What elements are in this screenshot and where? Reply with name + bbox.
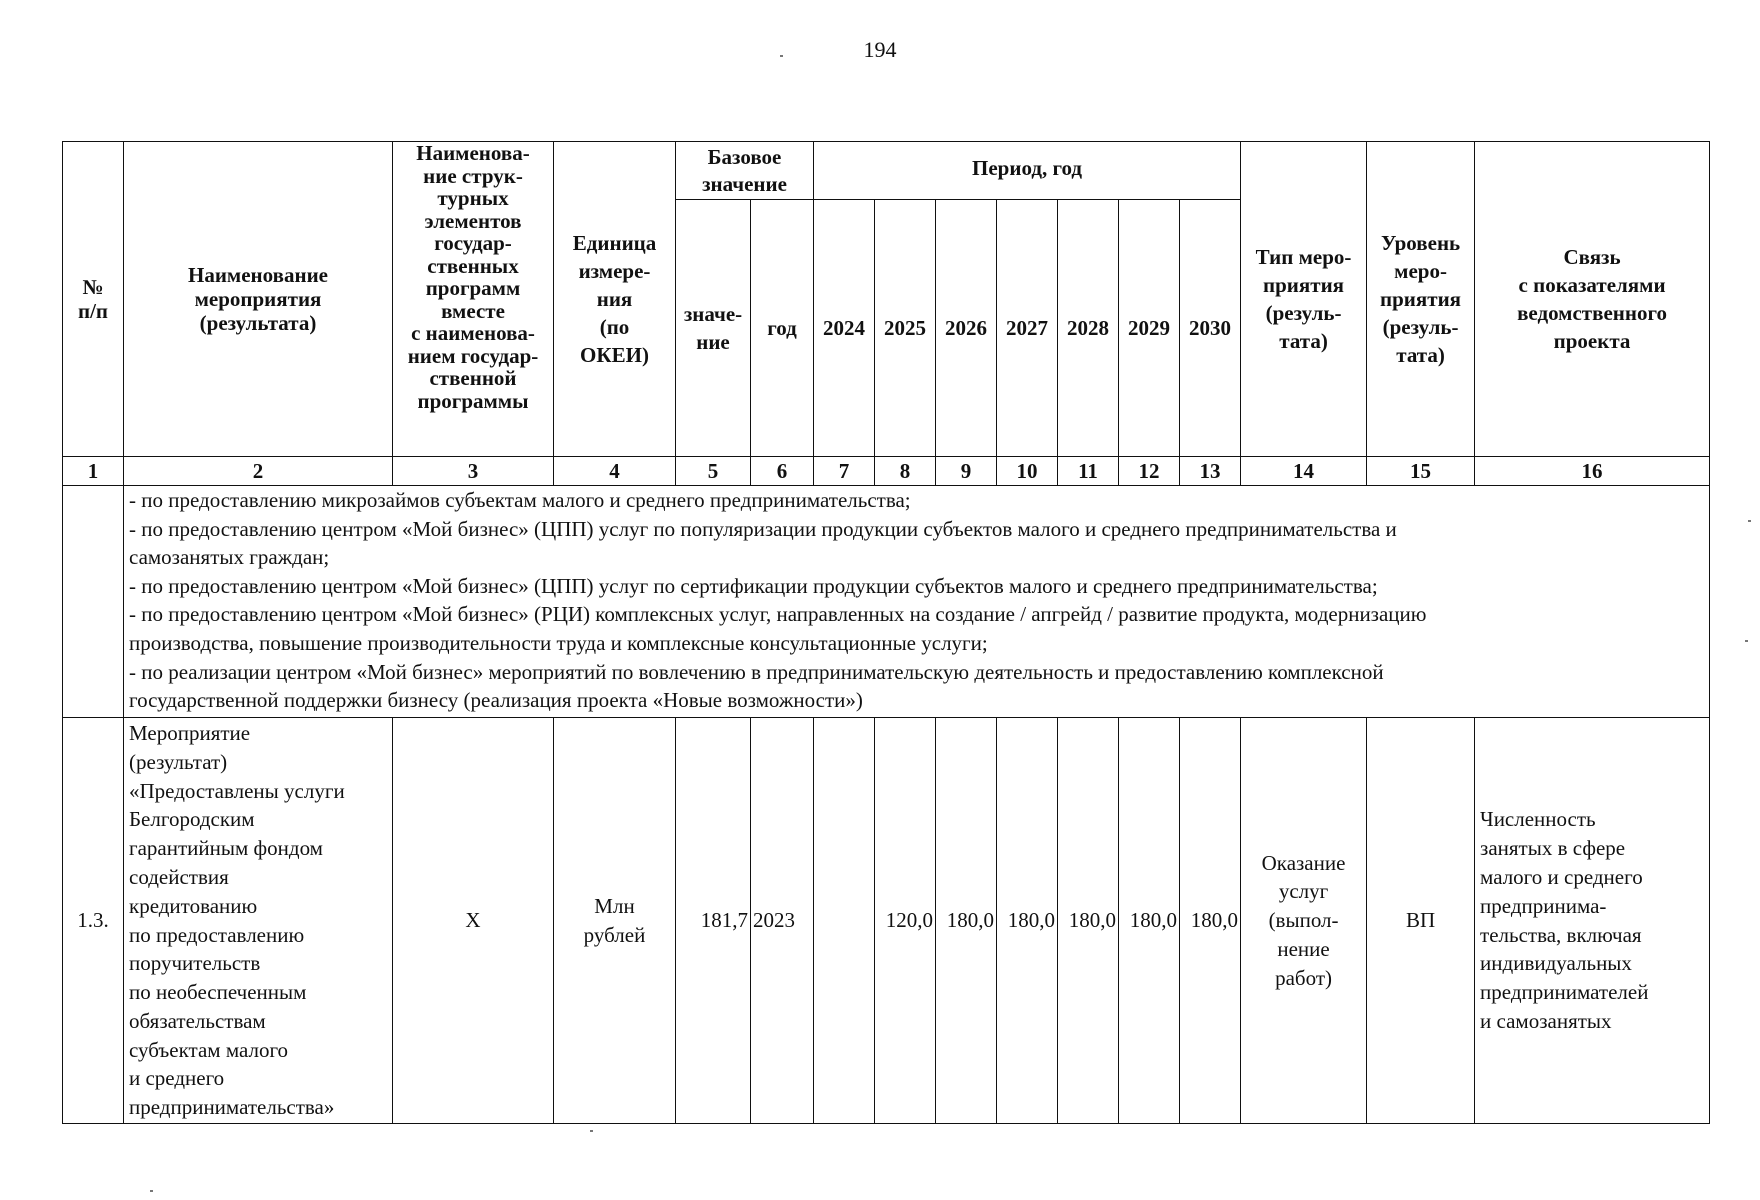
column-number: 3 [393,457,554,486]
row-value-2027: 180,0 [997,718,1058,1124]
row-value-2024 [814,718,875,1124]
measures-table [62,141,1710,1124]
header-base-value-group: Базовое значение [676,142,814,200]
header-year-2025: 2025 [875,200,936,457]
scan-speck [780,55,783,57]
header-project-link: Связь с показателями ведомственного проекта [1475,142,1710,457]
column-number: 7 [814,457,875,486]
description-row [63,486,1710,718]
description-line: - по предоставлению центром «Мой бизнес» (ЦПП) услуг по популяризации продукции субъектов малого и среднего предпринимательства и [129,516,1397,541]
header-base-year: год [751,200,814,457]
description-line: государственной поддержки бизнесу (реализация проекта «Новые возможности») [129,688,863,713]
row-base-value: 181,7 [676,718,751,1124]
header-year-2030: 2030 [1180,200,1241,457]
column-number: 15 [1367,457,1475,486]
header-measure-name: Наименование мероприятия (результата) [124,142,393,457]
row-number: 1.3. [63,718,124,1124]
column-number: 1 [63,457,124,486]
row-project-link: Численность занятых в сфере малого и среднего предпринима- тельства, включая индивидуальных предпринимателей и самозанятых [1475,718,1710,1124]
row-value-2025: 120,0 [875,718,936,1124]
header-number: № п/п [63,142,124,457]
scan-speck [1748,520,1751,522]
description-line: - по предоставлению центром «Мой бизнес» (ЦПП) услуг по сертификации продукции субъектов малого и среднего предпринимательства; [129,573,1378,598]
header-unit: Единица измере- ния (по ОКЕИ) [554,142,676,457]
header-period-group: Период, год [814,142,1241,200]
column-number: 8 [875,457,936,486]
description-empty-cell [63,486,124,718]
header-year-2024: 2024 [814,200,875,457]
column-number: 13 [1180,457,1241,486]
row-measure-name: Мероприятие (результат) «Предоставлены услуги Белгородским гарантийным фондом содействия кредитованию по предоставлению поручительств по необеспеченным обязательствам субъектам малого и среднего предпринимательства» [124,718,393,1124]
description-line: производства, повышение производительности труда и комплексные консультационные услуги; [129,630,988,655]
column-number: 11 [1058,457,1119,486]
row-measure-type: Оказание услуг (выпол- нение работ) [1241,718,1367,1124]
description-line: - по реализации центром «Мой бизнес» мероприятий по вовлечению в предпринимательскую деятельность и предоставлению комплексной [129,659,1384,684]
header-year-2028: 2028 [1058,200,1119,457]
column-number-row [63,457,1710,486]
header-year-2026: 2026 [936,200,997,457]
row-structural-element: X [393,718,554,1124]
column-number: 10 [997,457,1058,486]
row-unit: Млн рублей [554,718,676,1124]
row-value-2028: 180,0 [1058,718,1119,1124]
header-base-value: значе- ние [676,200,751,457]
scan-speck [150,1190,153,1192]
row-value-2029: 180,0 [1119,718,1180,1124]
header-structural-elements: Наименова- ние струк- турных элементов государ- ственных программ вместе с наименова- нием государ- ственной программы [393,142,554,457]
column-number: 2 [124,457,393,486]
header-year-2029: 2029 [1119,200,1180,457]
header-measure-type: Тип меро- приятия (резуль- тата) [1241,142,1367,457]
column-number: 12 [1119,457,1180,486]
page-number: 194 [863,37,897,62]
description-line: - по предоставлению центром «Мой бизнес» (РЦИ) комплексных услуг, направленных на создание / апгрейд / развитие продукта, модернизацию [129,602,1427,627]
header-measure-level: Уровень меро- приятия (резуль- тата) [1367,142,1475,457]
header-year-2027: 2027 [997,200,1058,457]
column-number: 9 [936,457,997,486]
column-number: 16 [1475,457,1710,486]
row-measure-level: ВП [1367,718,1475,1124]
column-number: 5 [676,457,751,486]
row-value-2030: 180,0 [1180,718,1241,1124]
column-number: 4 [554,457,676,486]
scan-speck [1745,640,1748,642]
column-number: 14 [1241,457,1367,486]
column-number: 6 [751,457,814,486]
row-value-2026: 180,0 [936,718,997,1124]
description-line: - по предоставлению микрозаймов субъектам малого и среднего предпринимательства; [129,488,911,512]
description-line: самозанятых граждан; [129,545,330,570]
row-base-year: 2023 [751,718,814,1124]
table-row [63,718,1710,1124]
description-text [124,486,1710,718]
scan-speck [590,1130,593,1132]
